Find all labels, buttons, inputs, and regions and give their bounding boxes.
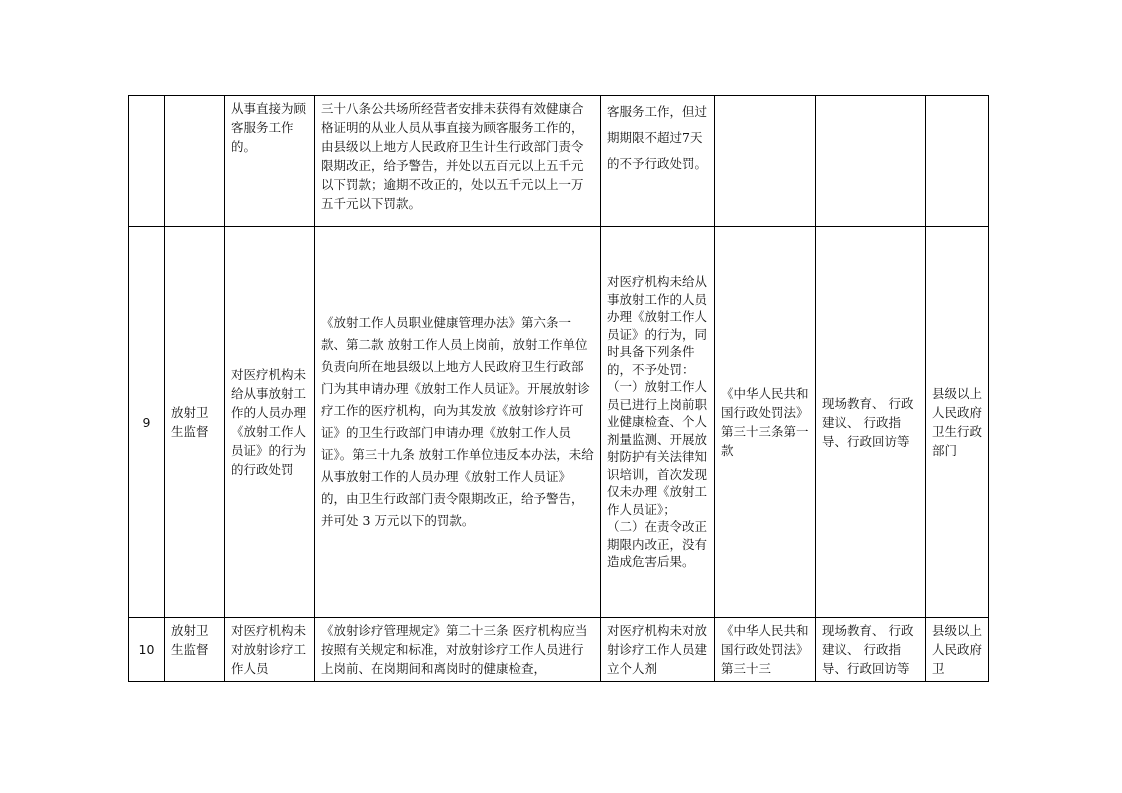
row-number: 9 (129, 227, 165, 618)
law-reference-cell: 《中华人民共和国行政处罚法》第三十三条第一款 (715, 227, 816, 618)
penalty-exemption-table (128, 95, 989, 682)
row-number (129, 96, 165, 227)
item-cell: 对医疗机构未给从事放射工作的人员办理《放射工作人员证》的行为的行政处罚 (225, 227, 315, 618)
law-reference-cell: 《中华人民共和国行政处罚法》第三十三 (715, 618, 816, 682)
row-number: 10 (129, 618, 165, 682)
category-cell: 放射卫生监督 (165, 618, 225, 682)
table-row (129, 618, 989, 682)
condition-cell: 对医疗机构未给从事放射工作的人员办理《放射工作人员证》的行为，同时具备下列条件的，不予处罚： （一）放射工作人员已进行上岗前职业健康检查、个人剂量监测、开展放射防护有关法律知识培训，首次发现仅未办理《放射工作人员证》； （二）在责令改正期限内改正，没有造成危害后果。 (601, 227, 715, 618)
item-cell: 从事直接为顾客服务工作的。 (225, 96, 315, 227)
table-row (129, 227, 989, 618)
method-cell: 现场教育、 行政建议、 行政指导、行政回访等 (816, 227, 926, 618)
legal-basis-cell: 《放射诊疗管理规定》第二十三条 医疗机构应当按照有关规定和标准，对放射诊疗工作人员进行上岗前、在岗期间和离岗时的健康检查， (315, 618, 601, 682)
law-reference-cell (715, 96, 816, 227)
condition-cell: 客服务工作，但过期期限不超过7天的不予行政处罚。 (601, 96, 715, 227)
department-cell: 县级以上人民政府卫生行政部门 (926, 227, 989, 618)
legal-basis-cell: 三十八条公共场所经营者安排未获得有效健康合格证明的从业人员从事直接为顾客服务工作的，由县级以上地方人民政府卫生计生行政部门责令限期改正，给予警告，并处以五百元以上五千元以下罚款；逾期不改正的，处以五千元以上一万五千元以下罚款。 (315, 96, 601, 227)
legal-basis-cell: 《放射工作人员职业健康管理办法》第六条一款、第二款 放射工作人员上岗前，放射工作单位负责向所在地县级以上地方人民政府卫生行政部门为其申请办理《放射工作人员证》。开展放射诊疗工作的医疗机构，向为其发放《放射诊疗许可证》的卫生行政部门申请办理《放射工作人员证》。第三十九条 放射工作单位违反本办法，未给从事放射工作的人员办理《放射工作人员证》的，由卫生行政部门责令限期改正，给予警告，并可处 3 万元以下的罚款。 (315, 227, 601, 618)
table-row (129, 96, 989, 227)
department-cell: 县级以上人民政府卫 (926, 618, 989, 682)
condition-cell: 对医疗机构未对放射诊疗工作人员建立个人剂 (601, 618, 715, 682)
method-cell: 现场教育、 行政建议、 行政指导、行政回访等 (816, 618, 926, 682)
item-cell: 对医疗机构未对放射诊疗工作人员 (225, 618, 315, 682)
category-cell: 放射卫生监督 (165, 227, 225, 618)
category-cell (165, 96, 225, 227)
method-cell (816, 96, 926, 227)
department-cell (926, 96, 989, 227)
